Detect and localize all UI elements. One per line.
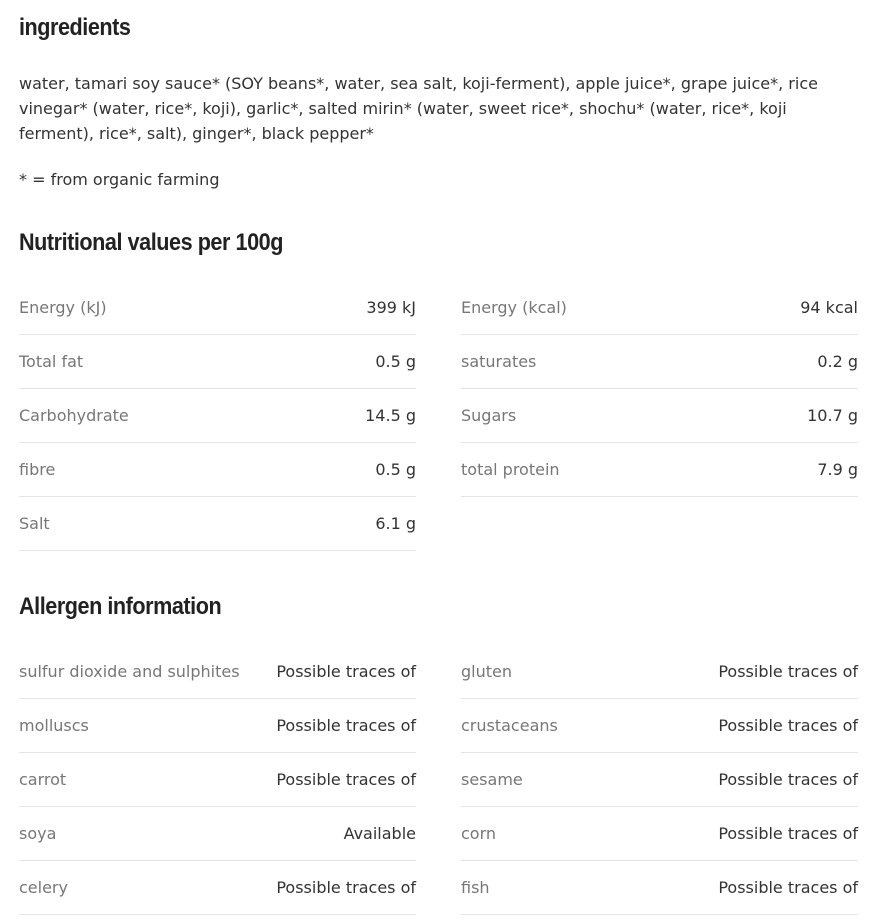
nutrient-value: 94 kcal xyxy=(800,298,858,317)
allergen-column-left xyxy=(19,645,416,915)
allergen-status: Possible traces of xyxy=(276,716,416,735)
nutrition-heading: Nutritional values per 100g xyxy=(19,229,283,256)
nutrition-row xyxy=(19,281,416,335)
nutrient-label: Energy (kcal) xyxy=(461,298,567,317)
nutrient-value: 0.2 g xyxy=(817,352,858,371)
nutrition-table xyxy=(19,281,858,551)
allergen-label: sesame xyxy=(461,770,523,789)
nutrient-value: 0.5 g xyxy=(375,460,416,479)
allergen-label: corn xyxy=(461,824,497,843)
nutrition-column-left xyxy=(19,281,416,551)
nutrient-value: 399 kJ xyxy=(366,298,416,317)
allergen-label: soya xyxy=(19,824,57,843)
allergen-label: celery xyxy=(19,878,68,897)
allergen-row xyxy=(19,645,416,699)
nutrient-label: Total fat xyxy=(19,352,84,371)
nutrient-label: Sugars xyxy=(461,406,517,425)
allergen-status: Available xyxy=(343,824,416,843)
nutrient-label: total protein xyxy=(461,460,560,479)
nutrient-value: 0.5 g xyxy=(375,352,416,371)
nutrition-row xyxy=(461,389,858,443)
allergen-row xyxy=(461,753,858,807)
nutrition-row xyxy=(19,443,416,497)
allergen-row xyxy=(461,807,858,861)
nutrition-column-right xyxy=(461,281,858,551)
allergen-status: Possible traces of xyxy=(276,770,416,789)
nutrition-row xyxy=(461,281,858,335)
allergen-row xyxy=(461,861,858,915)
nutrient-label: Salt xyxy=(19,514,50,533)
nutrient-label: saturates xyxy=(461,352,537,371)
allergen-status: Possible traces of xyxy=(718,878,858,897)
allergen-status: Possible traces of xyxy=(718,824,858,843)
organic-note: * = from organic farming xyxy=(19,170,220,189)
nutrient-label: Energy (kJ) xyxy=(19,298,107,317)
allergen-label: gluten xyxy=(461,662,512,681)
allergen-label: carrot xyxy=(19,770,67,789)
ingredients-list: water, tamari soy sauce* (SOY beans*, water, sea salt, koji-ferment), apple juice*, grape juice*, rice vinegar* (water, rice*, koji), garlic*, salted mirin* (water, sweet rice*, shochu* (water, rice*, koji ferment), rice*, salt), ginger*, black pepper* xyxy=(19,74,818,143)
allergen-row xyxy=(19,861,416,915)
allergen-row xyxy=(19,807,416,861)
nutrient-label: Carbohydrate xyxy=(19,406,129,425)
allergen-label: fish xyxy=(461,878,490,897)
allergen-status: Possible traces of xyxy=(718,770,858,789)
nutrition-row xyxy=(19,335,416,389)
nutrition-row xyxy=(19,497,416,551)
allergen-label: crustaceans xyxy=(461,716,558,735)
allergen-row xyxy=(19,753,416,807)
nutrient-label: fibre xyxy=(19,460,56,479)
allergen-row xyxy=(19,699,416,753)
nutrition-row xyxy=(461,335,858,389)
allergen-row xyxy=(461,645,858,699)
allergen-table xyxy=(19,645,858,915)
allergen-status: Possible traces of xyxy=(718,662,858,681)
allergen-row xyxy=(461,699,858,753)
nutrition-row xyxy=(19,389,416,443)
allergen-label: molluscs xyxy=(19,716,89,735)
nutrition-row xyxy=(461,443,858,497)
allergen-heading: Allergen information xyxy=(19,593,222,620)
nutrient-value: 14.5 g xyxy=(365,406,416,425)
nutrient-value: 7.9 g xyxy=(817,460,858,479)
allergen-status: Possible traces of xyxy=(718,716,858,735)
allergen-status: Possible traces of xyxy=(276,878,416,897)
nutrient-value: 10.7 g xyxy=(807,406,858,425)
ingredients-heading: ingredients xyxy=(19,14,131,41)
allergen-column-right xyxy=(461,645,858,915)
nutrient-value: 6.1 g xyxy=(375,514,416,533)
allergen-label: sulfur dioxide and sulphites xyxy=(19,662,240,681)
allergen-status: Possible traces of xyxy=(276,662,416,681)
